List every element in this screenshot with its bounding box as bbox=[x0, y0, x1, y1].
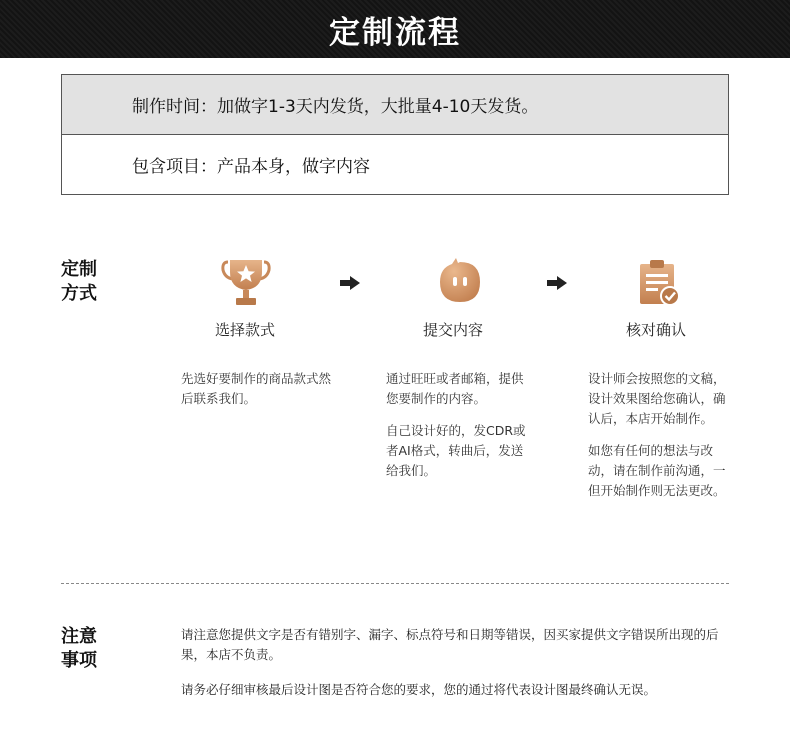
included-items-text: 包含项目：产品本身，做字内容 bbox=[132, 157, 370, 177]
step-label-submit-content: 提交内容 bbox=[423, 321, 484, 339]
page-header bbox=[0, 0, 790, 58]
info-row-included-items bbox=[62, 135, 728, 194]
trophy-icon bbox=[220, 256, 272, 308]
step-desc-choose-style: 先选好要制作的商品款式然后联系我们。 bbox=[181, 371, 332, 406]
arrow-right-icon bbox=[547, 276, 567, 290]
info-table bbox=[61, 74, 729, 195]
info-row-production-time bbox=[62, 75, 728, 135]
clipboard-check-icon bbox=[634, 258, 686, 310]
custom-method-title: 定制 方式 bbox=[61, 259, 97, 304]
chat-bubble-icon bbox=[434, 258, 486, 310]
arrow-right-icon bbox=[340, 276, 360, 290]
step-label-confirm: 核对确认 bbox=[626, 321, 687, 339]
production-time-text: 制作时间：加做字1-3天内发货，大批量4-10天发货。 bbox=[132, 97, 539, 117]
step-label-choose-style: 选择款式 bbox=[215, 321, 276, 339]
note-text-2: 请务必仔细审核最后设计图是否符合您的要求，您的通过将代表设计图最终确认无误。 bbox=[181, 682, 657, 697]
note-text-1: 请注意您提供文字是否有错别字、漏字、标点符号和日期等错误，因买家提供文字错误所出现的后果，本店不负责。 bbox=[181, 627, 719, 662]
page-title: 定制流程 bbox=[329, 14, 461, 51]
section-divider bbox=[61, 583, 729, 584]
notes-title: 注意 事项 bbox=[61, 626, 97, 671]
step-desc-confirm: 设计师会按照您的文稿，设计效果图给您确认，确认后，本店开始制作。 如您有任何的想法与改动，请在制作前沟通，一但开始制作则无法更改。 bbox=[588, 371, 726, 498]
step-desc-submit-content: 通过旺旺或者邮箱，提供您要制作的内容。 自己设计好的，发CDR或者AI格式，转曲后，发送给我们。 bbox=[386, 371, 526, 478]
